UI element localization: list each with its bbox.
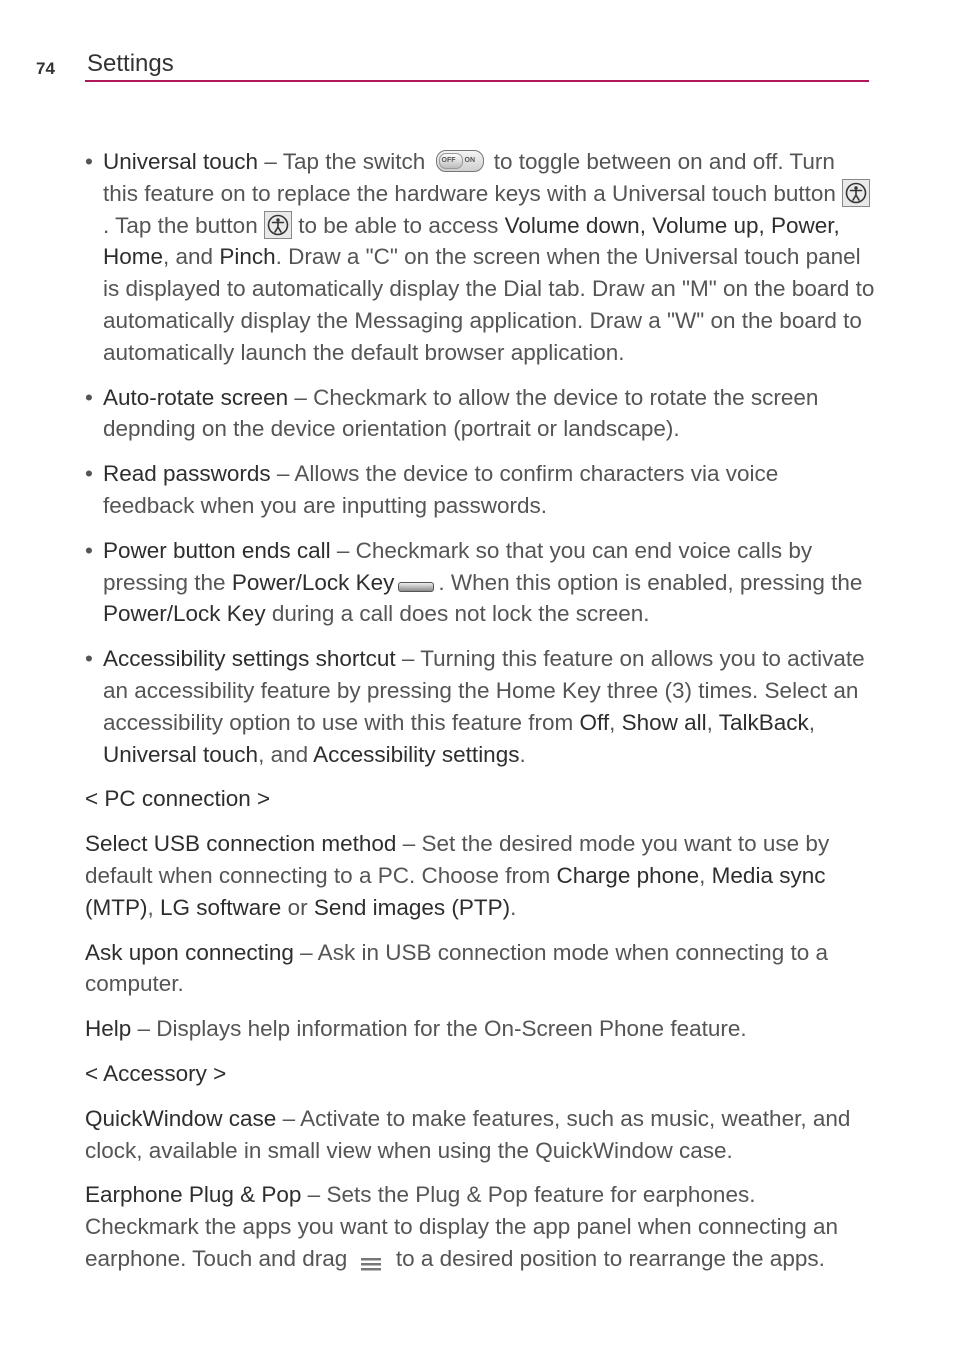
term: Show all: [621, 709, 707, 735]
term: Ask upon connecting: [85, 939, 294, 965]
term: LG software: [160, 894, 282, 920]
bullet-power-button: [85, 535, 875, 630]
term: Power/Lock Key: [103, 601, 266, 627]
text: – Displays help information for the On-Screen Phone feature.: [131, 1016, 747, 1042]
power-key-icon: [398, 582, 434, 592]
accessibility-icon: [264, 211, 292, 239]
term: Earphone Plug & Pop: [85, 1182, 302, 1208]
bullet-accessibility-shortcut: [85, 643, 875, 770]
term: Help: [85, 1016, 132, 1042]
term-accessibility-shortcut: Accessibility settings shortcut: [103, 646, 396, 672]
page-header: [0, 0, 954, 90]
header-rule: [85, 80, 869, 82]
bullet-dot: •: [85, 537, 93, 563]
term: Media sync (MTP): [85, 862, 826, 920]
text: .: [519, 741, 526, 767]
text: , and: [258, 741, 314, 767]
term: TalkBack: [718, 709, 809, 735]
text: ,: [147, 894, 160, 920]
text: , and: [163, 244, 220, 270]
term: QuickWindow case: [85, 1105, 277, 1131]
switch-icon: [436, 150, 484, 172]
bullet-read-passwords: [85, 458, 875, 522]
page-number: 74: [36, 59, 55, 78]
text: – Turning this feature on allows you to activate an accessibility feature by pressing the Home Key three (3) times. Select an accessibility option to use with this feature from: [103, 646, 865, 735]
heading-accessory: < Accessory >: [85, 1060, 227, 1086]
bullet-dot: •: [85, 149, 93, 174]
text: ,: [808, 709, 816, 735]
text: – Ask in USB connection mode when connecting to a computer.: [85, 939, 828, 997]
switch-off-label: OFF: [441, 157, 456, 165]
term: Volume down, Volume up, Power, Home: [103, 212, 840, 270]
text: during a call does not lock the screen.: [265, 601, 650, 627]
switch-on-label: ON: [464, 157, 476, 165]
term: Power/Lock Key: [231, 569, 395, 595]
term-universal-touch: Universal touch: [103, 149, 259, 174]
accessibility-icon: [842, 179, 870, 207]
para-usb-connection: [85, 828, 875, 923]
text: – Activate to make features, such as music, weather, and clock, available in small view when using the QuickWindow case.: [85, 1105, 851, 1163]
term: Accessibility settings: [313, 741, 520, 767]
para-earphone-plug-pop: [85, 1179, 875, 1274]
text: – Sets the Plug & Pop feature for earphones. Checkmark the apps you want to display the app panel when connecting an earphone. Touch and drag: [85, 1182, 838, 1271]
term: Off: [579, 709, 610, 735]
bullet-dot: •: [85, 646, 93, 672]
term: Select USB connection method: [85, 831, 397, 857]
text: – Checkmark so that you can end voice calls by pressing the: [103, 537, 813, 595]
term-auto-rotate: Auto-rotate screen: [103, 384, 289, 410]
page-content: [85, 146, 875, 1288]
text: . When this option is enabled, pressing the: [438, 569, 863, 595]
term: Pinch: [219, 244, 276, 270]
text: . Tap the button: [103, 212, 264, 238]
text: ,: [609, 709, 622, 735]
section-title: Settings: [87, 50, 174, 77]
bullet-dot: •: [85, 384, 93, 410]
drag-handle-icon: [360, 1250, 382, 1268]
text: to a desired position to rearrange the apps.: [389, 1245, 825, 1271]
para-quickwindow: [85, 1103, 875, 1167]
text: .: [510, 894, 517, 920]
para-ask-upon-connecting: [85, 937, 875, 1001]
bullet-universal-touch: [85, 146, 875, 369]
term: Charge phone: [556, 862, 700, 888]
text: or: [281, 894, 314, 920]
bullet-dot: •: [85, 461, 93, 487]
text: – Allows the device to confirm characters via voice feedback when you are inputting passwords.: [103, 461, 779, 518]
bullet-auto-rotate: [85, 382, 875, 446]
text: ,: [699, 862, 712, 888]
text: ,: [706, 709, 719, 735]
text: to toggle between on and off. Turn this feature on to replace the hardware keys with a Universal touch button: [103, 149, 843, 206]
text: – Tap the switch: [258, 149, 432, 174]
term-power-button: Power button ends call: [103, 537, 331, 563]
term: Universal touch: [103, 741, 259, 767]
term-read-passwords: Read passwords: [103, 461, 271, 487]
text: to be able to access: [291, 212, 505, 238]
heading-pc-connection: < PC connection >: [85, 786, 271, 812]
para-help: [85, 1013, 875, 1045]
text: . Draw a "C" on the screen when the Universal touch panel is displayed to automatically display the Dial tab. Draw an "M" on the board to automatically display the Messaging application. Draw a "W" on the board to automatically launch the default browser application.: [103, 244, 875, 365]
text: – Set the desired mode you want to use by default when connecting to a PC. Choose from: [85, 831, 830, 888]
text: – Checkmark to allow the device to rotate the screen depnding on the device orientation (portrait or landscape).: [103, 384, 819, 442]
term: Send images (PTP): [313, 894, 511, 920]
